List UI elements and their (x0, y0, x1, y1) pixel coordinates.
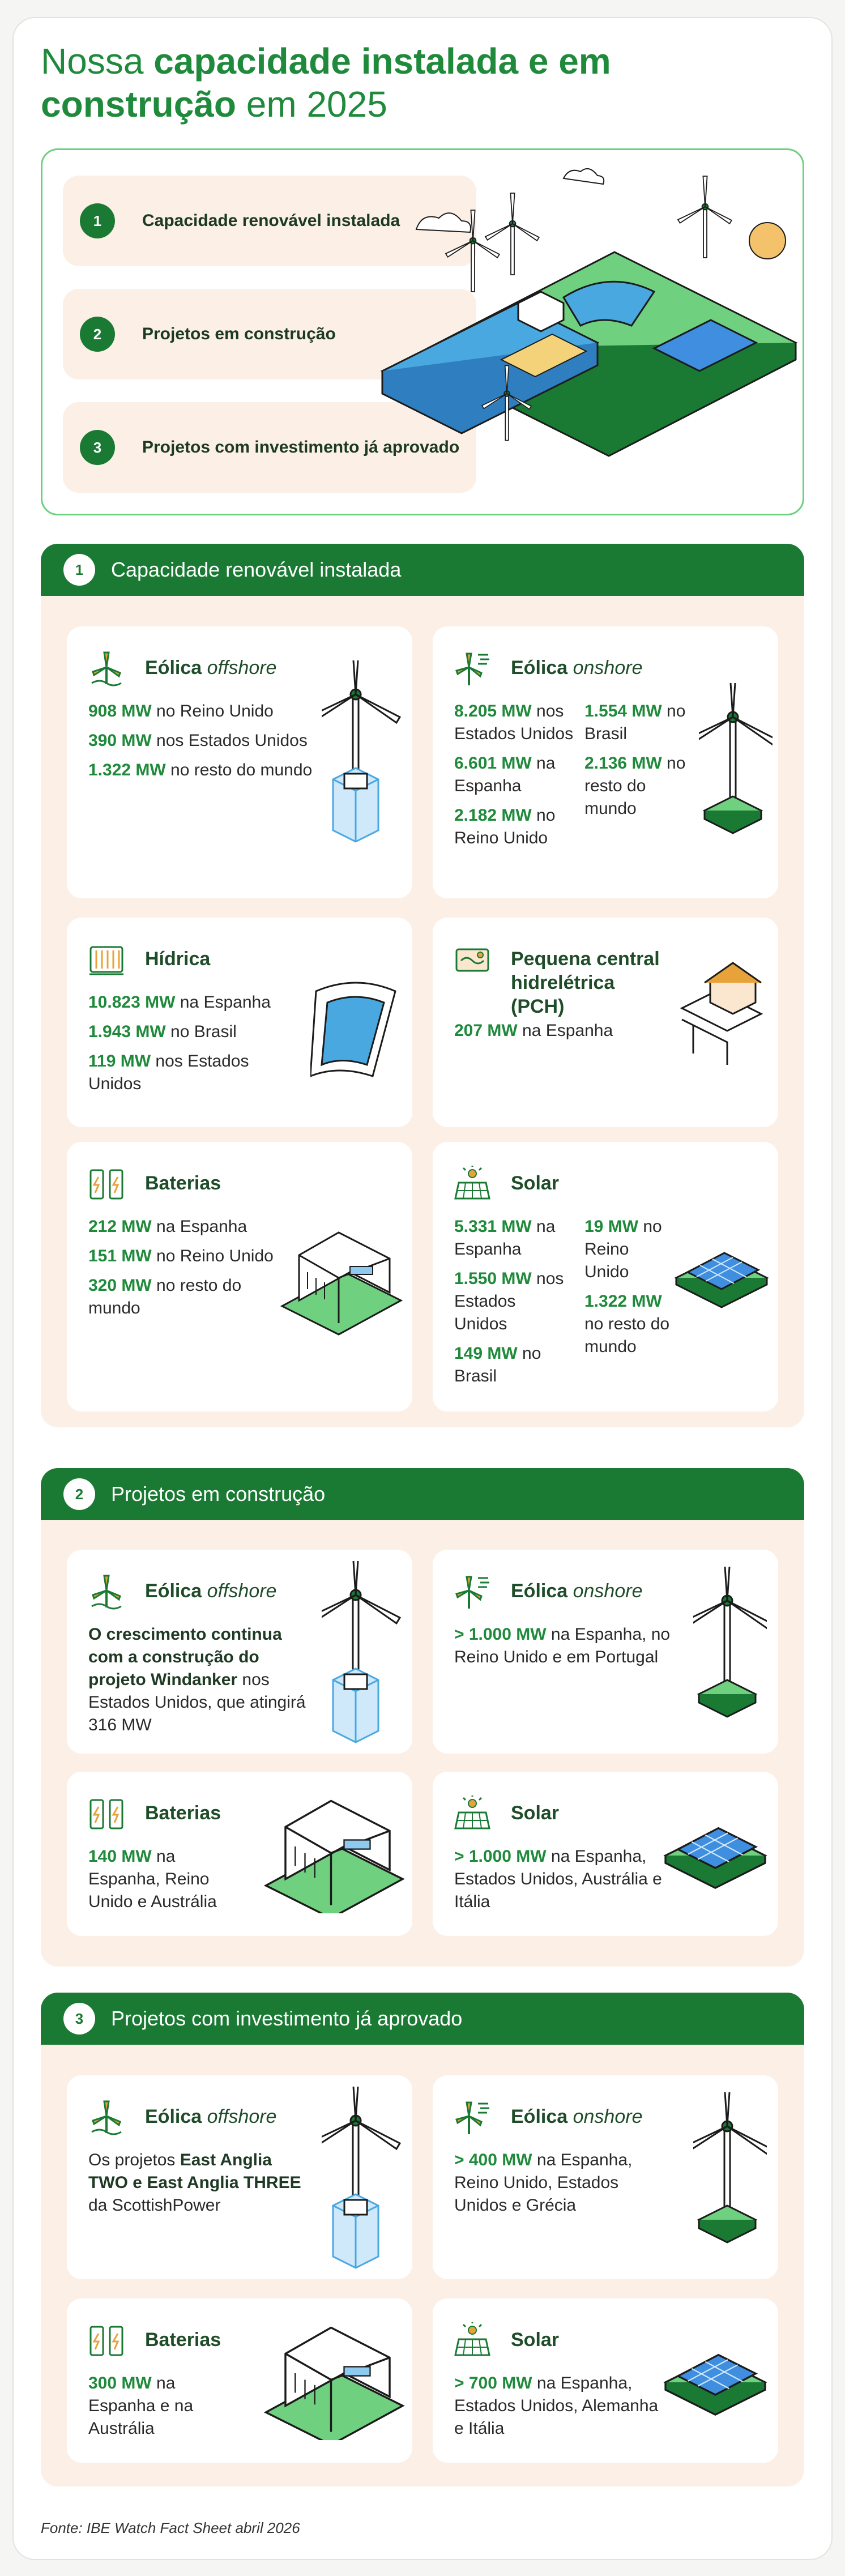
battery-storage-illustration (276, 1227, 407, 1340)
card-title: Baterias (145, 2329, 221, 2351)
wind-turbine-icon (88, 1573, 125, 1610)
section-title: Projetos com investimento já aprovado (111, 2007, 463, 2030)
onshore-turbine-illustration (693, 1567, 767, 1731)
section-number: 3 (63, 2003, 95, 2035)
stat-line: 207 MW na Espanha (454, 1021, 613, 1040)
section-title: Projetos em construção (111, 1482, 326, 1505)
page-title: Nossa capacidade instalada e em construção em 2025 (41, 41, 611, 125)
onshore-turbine-icon (454, 2099, 490, 2135)
solar-icon (454, 2322, 490, 2359)
card-title: Hídrica (145, 948, 211, 970)
solar-panel-illustration (671, 1232, 773, 1312)
stat-line: > 400 MW na Espanha, Reino Unido, Estados Unidos e Grécia (454, 2151, 633, 2215)
stat-line: 390 MW nos Estados Unidos (88, 731, 308, 750)
stat-line: 1.943 MW no Brasil (88, 1022, 237, 1041)
card-title: Pequena central hidrelétrica (PCH) (511, 948, 660, 1017)
hero-landscape-illustration (360, 156, 801, 507)
card-stats (88, 2372, 236, 2447)
section-header (41, 544, 804, 596)
onshore-turbine-icon (454, 1573, 490, 1610)
stat-line: 212 MW na Espanha (88, 1217, 247, 1236)
hydro-icon (88, 941, 125, 978)
stat-line: 320 MW no resto do mundo (88, 1276, 242, 1317)
legend-label: Capacidade renovável instalada (142, 211, 400, 230)
card-onshore-wind (433, 1550, 778, 1754)
card-onshore-wind (433, 2075, 778, 2279)
solar-icon (454, 1166, 490, 1202)
stat-line: > 1.000 MW na Espanha, Estados Unidos, Austrália e Itália (454, 1847, 662, 1911)
section-title: Capacidade renovável instalada (111, 558, 402, 581)
section-under-construction (41, 1468, 804, 1967)
source-note: Fonte: IBE Watch Fact Sheet abril 2026 (41, 2519, 300, 2536)
offshore-turbine-illustration (322, 1561, 401, 1748)
card-title: Baterias (145, 1802, 221, 1824)
stat-text: Os projetos East Anglia TWO e East Anglia THREE da ScottishPower (88, 2151, 301, 2215)
card-title: Eólica offshore (145, 1580, 277, 1602)
card-offshore-wind (67, 626, 412, 898)
section-number: 2 (63, 1478, 95, 1510)
card-solar (433, 1142, 778, 1411)
card-stats (454, 1020, 658, 1049)
card-small-hydro (433, 918, 778, 1127)
onshore-turbine-illustration (699, 683, 773, 847)
section-approved-investment (41, 1993, 804, 2487)
card-solar (433, 1772, 778, 1936)
card-stats (454, 700, 579, 856)
card-stats (454, 1845, 669, 1920)
onshore-turbine-icon (454, 650, 490, 686)
card-title: Solar (511, 1172, 560, 1194)
legend-label: Projetos em construção (142, 325, 336, 343)
small-hydro-plant-illustration (671, 957, 767, 1071)
card-title: Eólica offshore (145, 657, 277, 679)
stat-line: 908 MW no Reino Unido (88, 702, 274, 720)
solar-icon (454, 1795, 490, 1832)
card-title: Solar (511, 2329, 560, 2351)
card-title: Eólica onshore (511, 657, 643, 679)
dam-illustration (310, 980, 401, 1082)
card-batteries (67, 1142, 412, 1411)
card-stats (584, 1216, 675, 1365)
card-hydro (67, 918, 412, 1127)
card-stats (88, 991, 292, 1102)
battery-icon (88, 1166, 125, 1202)
card-title: Baterias (145, 1172, 221, 1194)
card-title: Solar (511, 1802, 560, 1824)
legend-label: Projetos com investimento já aprovado (142, 438, 460, 457)
card-stats (88, 1623, 309, 1743)
stat-line: 1.554 MW no Brasil (584, 702, 686, 743)
onshore-turbine-illustration (693, 2092, 767, 2257)
wind-turbine-icon (88, 650, 125, 686)
battery-icon (88, 2322, 125, 2359)
stat-line: 2.182 MW no Reino Unido (454, 806, 556, 847)
stat-line: 1.550 MW nos Estados Unidos (454, 1269, 564, 1333)
stat-line: 119 MW nos Estados Unidos (88, 1052, 249, 1093)
card-stats (88, 1216, 292, 1327)
stat-line: 8.205 MW nos Estados Unidos (454, 702, 574, 743)
small-hydro-icon (454, 941, 490, 978)
card-offshore-wind (67, 1550, 412, 1754)
card-stats (584, 700, 698, 827)
card-title: Eólica onshore (511, 2106, 643, 2127)
card-title: Eólica onshore (511, 1580, 643, 1602)
stat-line: 149 MW no Brasil (454, 1344, 541, 1385)
offshore-turbine-illustration (322, 2087, 401, 2274)
stat-line: > 700 MW na Espanha, Estados Unidos, Alemanha e Itália (454, 2374, 659, 2438)
solar-panel-illustration (659, 1806, 773, 1896)
section-header (41, 1993, 804, 2045)
stat-line: 1.322 MW no resto do mundo (88, 761, 313, 779)
legend-number: 2 (80, 317, 115, 352)
stat-line: 2.136 MW no resto do mundo (584, 754, 686, 818)
card-offshore-wind (67, 2075, 412, 2279)
stat-line: 19 MW no Reino Unido (584, 1217, 662, 1281)
stat-line: 151 MW no Reino Unido (88, 1247, 274, 1265)
card-stats (88, 700, 315, 788)
stat-line: > 1.000 MW na Espanha, no Reino Unido e em Portugal (454, 1625, 671, 1666)
stat-text: O crescimento continua com a construção do projeto Windanker nos Estados Unidos, que atingirá 316 MW (88, 1625, 306, 1734)
stat-line: 5.331 MW na Espanha (454, 1217, 556, 1259)
legend-box (41, 148, 804, 515)
card-batteries (67, 2298, 412, 2463)
battery-storage-illustration (259, 2321, 407, 2440)
card-stats (454, 1216, 567, 1394)
stat-line: 300 MW na Espanha e na Austrália (88, 2374, 194, 2438)
card-solar (433, 2298, 778, 2463)
solar-panel-illustration (659, 2332, 773, 2423)
wind-turbine-icon (88, 2099, 125, 2135)
section-number: 1 (63, 554, 95, 586)
legend-number: 3 (80, 430, 115, 465)
stat-line: 1.322 MW no resto do mundo (584, 1292, 670, 1356)
legend-number: 1 (80, 203, 115, 238)
card-batteries (67, 1772, 412, 1936)
card-stats (88, 2149, 315, 2224)
battery-storage-illustration (259, 1794, 407, 1913)
section-header (41, 1468, 804, 1520)
stat-line: 6.601 MW na Espanha (454, 754, 556, 795)
battery-icon (88, 1795, 125, 1832)
stat-line: 10.823 MW na Espanha (88, 993, 271, 1012)
card-title: Eólica offshore (145, 2106, 277, 2127)
offshore-turbine-illustration (322, 660, 401, 853)
card-stats (454, 2372, 669, 2447)
card-onshore-wind (433, 626, 778, 898)
card-stats (454, 2149, 675, 2224)
card-stats (88, 1845, 247, 1920)
card-stats (454, 1623, 675, 1675)
section-installed-capacity (41, 544, 804, 1427)
stat-line: 140 MW na Espanha, Reino Unido e Austrália (88, 1847, 217, 1911)
